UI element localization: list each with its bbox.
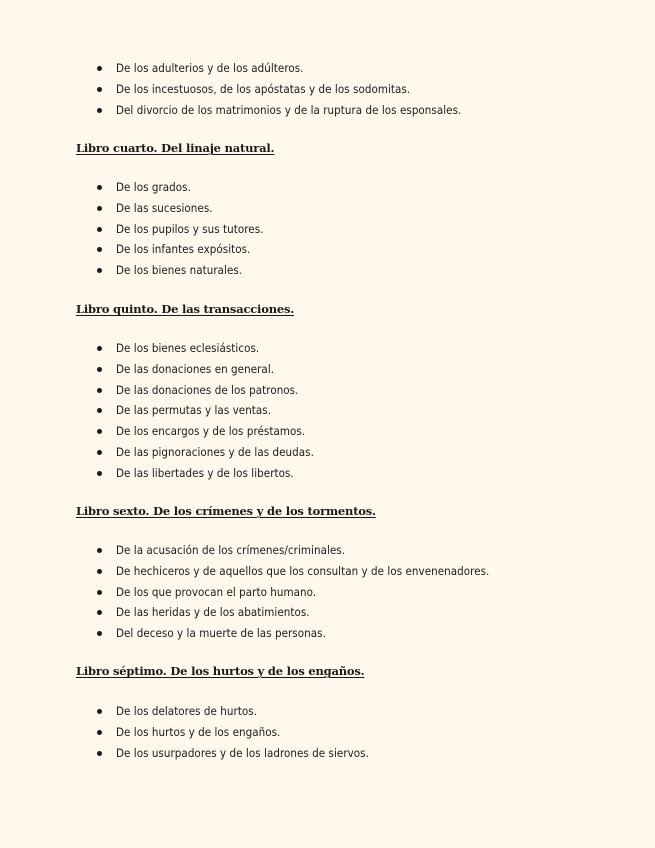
list-item: De los usurpadores y de los ladrones de siervos.	[0, 743, 655, 764]
bullet-icon	[97, 247, 102, 252]
list-item: De los hurtos y de los engaños.	[0, 722, 655, 743]
section-heading: Libro quinto. De las transacciones.	[76, 302, 295, 316]
bullet-icon	[97, 429, 102, 434]
bullet-icon	[97, 367, 102, 372]
section-heading: Libro sexto. De los crímenes y de los tormentos.	[76, 504, 376, 518]
item-list	[0, 58, 655, 120]
bullet-icon	[97, 268, 102, 273]
list-item: De los bienes eclesiásticos.	[0, 338, 655, 359]
list-item: De los incestuosos, de los apóstatas y de los sodomitas.	[0, 79, 655, 100]
bullet-icon	[97, 87, 102, 92]
section-heading: Libro séptimo. De los hurtos y de los engaños.	[76, 664, 365, 678]
list-item: De los bienes naturales.	[0, 260, 655, 281]
bullet-icon	[97, 388, 102, 393]
list-item: De los encargos y de los préstamos.	[0, 421, 655, 442]
list-item: Del divorcio de los matrimonios y de la ruptura de los esponsales.	[0, 100, 655, 121]
list-item: De los pupilos y sus tutores.	[0, 219, 655, 240]
bullet-icon	[97, 108, 102, 113]
bullet-icon	[97, 631, 102, 636]
bullet-icon	[97, 408, 102, 413]
list-item: De las sucesiones.	[0, 198, 655, 219]
bullet-icon	[97, 227, 102, 232]
list-item: De las pignoraciones y de las deudas.	[0, 442, 655, 463]
list-item: De los adulterios y de los adúlteros.	[0, 58, 655, 79]
bullet-icon	[97, 709, 102, 714]
list-item: De las donaciones de los patronos.	[0, 380, 655, 401]
item-list	[0, 338, 655, 484]
bullet-icon	[97, 185, 102, 190]
bullet-icon	[97, 751, 102, 756]
list-item: De los infantes expósitos.	[0, 239, 655, 260]
section-heading: Libro cuarto. Del linaje natural.	[76, 141, 275, 155]
bullet-icon	[97, 450, 102, 455]
bullet-icon	[97, 590, 102, 595]
list-item: De las libertades y de los libertos.	[0, 463, 655, 484]
list-item: De las heridas y de los abatimientos.	[0, 602, 655, 623]
list-item: De los que provocan el parto humano.	[0, 582, 655, 603]
list-item: De la acusación de los crímenes/criminales.	[0, 540, 655, 561]
bullet-icon	[97, 730, 102, 735]
list-item: De las donaciones en general.	[0, 359, 655, 380]
list-item: De las permutas y las ventas.	[0, 400, 655, 421]
bullet-icon	[97, 66, 102, 71]
list-item: De los delatores de hurtos.	[0, 701, 655, 722]
item-list	[0, 701, 655, 763]
item-list	[0, 177, 655, 281]
bullet-icon	[97, 346, 102, 351]
item-list	[0, 540, 655, 644]
bullet-icon	[97, 471, 102, 476]
bullet-icon	[97, 610, 102, 615]
bullet-icon	[97, 548, 102, 553]
bullet-icon	[97, 206, 102, 211]
list-item: Del deceso y la muerte de las personas.	[0, 623, 655, 644]
list-item: De los grados.	[0, 177, 655, 198]
list-item: De hechiceros y de aquellos que los consultan y de los envenenadores.	[0, 561, 655, 582]
bullet-icon	[97, 569, 102, 574]
